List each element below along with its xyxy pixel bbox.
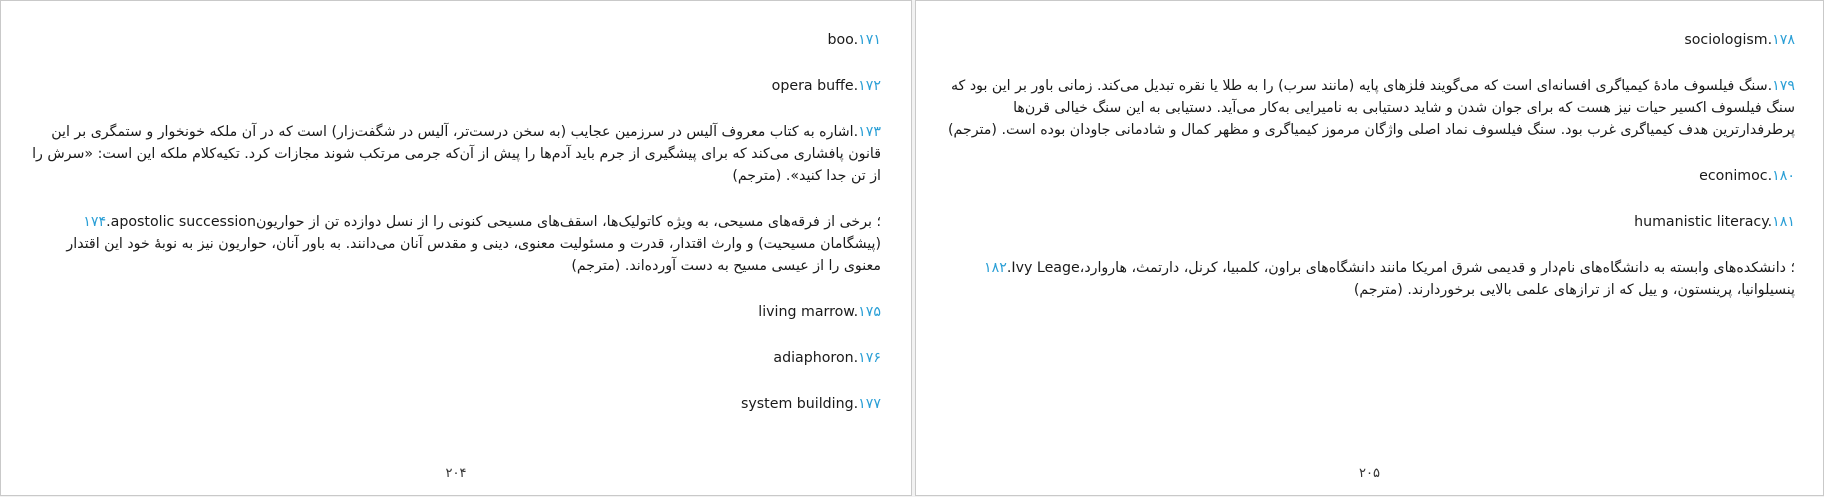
endnote-text: humanistic literacy. [1634, 214, 1773, 230]
endnote-number: ۱۷۹ [1772, 78, 1795, 94]
endnote-181 [944, 211, 1795, 233]
endnote-174 [31, 211, 881, 277]
endnote-176 [31, 347, 881, 369]
endnote-number: ۱۸۰ [1772, 168, 1795, 184]
endnote-number: ۱۷۱ [858, 32, 881, 48]
endnote-number: ۱۸۲ [984, 260, 1007, 276]
right-endnotes [944, 29, 1795, 325]
endnote-177 [31, 393, 881, 415]
endnote-text: .اشاره به کتاب معروف آلیس در سرزمین عجایب (به سخن درست‌تر، آلیس در شگفت‌زار) است که در آن ملکه خونخوار و ستمگری بر این قانون پافشاری می‌کند که برای پیشگیری از جرم باید آدم‌ها را پیش از آن‌که جرمی مرتکب شوند مجازات کرد. تکیه‌کلام ملکه این است: «سرش را از تن جدا کنید». (مترجم) [32, 124, 881, 184]
endnote-text: .apostolic succession؛ برخی از فرقه‌های مسیحی، به ویژه کاتولیک‌ها، اسقف‌های مسیحی کنونی را از نسل دوازده تن از حواریون (پیشگامان مسیحیت) و وارث اقتدار، قدرت و مسئولیت معنوی، دینی و مقدس آنان می‌دانند. به باور آنان، حواریون نیز به نوبهٔ خود این اقتدار معنوی را از عیسی مسیح به دست آورده‌اند. (مترجم) [66, 214, 881, 274]
endnote-number: ۱۷۲ [858, 78, 881, 94]
endnote-text: boo. [827, 32, 859, 48]
page-number: ۲۰۴ [445, 466, 467, 481]
endnote-text: adiaphoron. [773, 350, 859, 366]
endnote-text: sociologism. [1684, 32, 1773, 48]
right-page [915, 0, 1824, 496]
endnote-171 [31, 29, 881, 51]
endnote-175 [31, 301, 881, 323]
endnote-number: ۱۷۸ [1772, 32, 1795, 48]
endnote-text: .سنگ فیلسوف مادهٔ کیمیاگری افسانه‌ای است که می‌گویند فلزهای پایه (مانند سرب) را به طلا یا نقره تبدیل می‌کند. زمانی باور بر این بود که سنگ فیلسوف اکسیر حیات نیز هست که برای جوان شدن و شاید دستیابی به نامیرایی به‌کار می‌آید. دستیابی به این سنگ خیالی قرن‌ها پرطرفدارترین هدف کیمیاگری غرب بود. سنگ فیلسوف نماد اصلی واژگان مرموز کیمیاگری و مظهر کمال و شادمانی جاودان بوده است. (مترجم) [947, 78, 1795, 138]
endnote-number: ۱۸۱ [1772, 214, 1795, 230]
endnote-173 [31, 121, 881, 187]
endnote-179 [944, 75, 1795, 141]
page-number: ۲۰۵ [1359, 466, 1380, 481]
endnote-180 [944, 165, 1795, 187]
left-page [0, 0, 912, 496]
endnote-178 [944, 29, 1795, 51]
endnote-number: ۱۷۴ [83, 214, 107, 230]
endnote-text: econimoc. [1699, 168, 1773, 184]
endnote-number: ۱۷۶ [858, 350, 881, 366]
endnote-text: .Ivy Leage؛ دانشکده‌های وابسته به دانشگاه‌های نام‌دار و قدیمی شرق امریکا مانند دانشگاه‌های براون، کلمبیا، کرنل، دارتمث، هاروارد، پنسیلوانیا، پرینستون، و ییل که از ترازهای علمی بالایی برخوردارند. (مترجم) [1006, 260, 1795, 298]
endnote-172 [31, 75, 881, 97]
left-endnotes [31, 29, 881, 439]
endnote-182 [944, 257, 1795, 301]
endnote-number: ۱۷۵ [858, 304, 881, 320]
endnote-text: living marrow. [758, 304, 859, 320]
endnote-text: opera buffe. [771, 78, 859, 94]
endnote-number: ۱۷۷ [858, 396, 881, 412]
endnote-text: system building. [740, 396, 859, 412]
endnote-number: ۱۷۳ [858, 124, 881, 140]
